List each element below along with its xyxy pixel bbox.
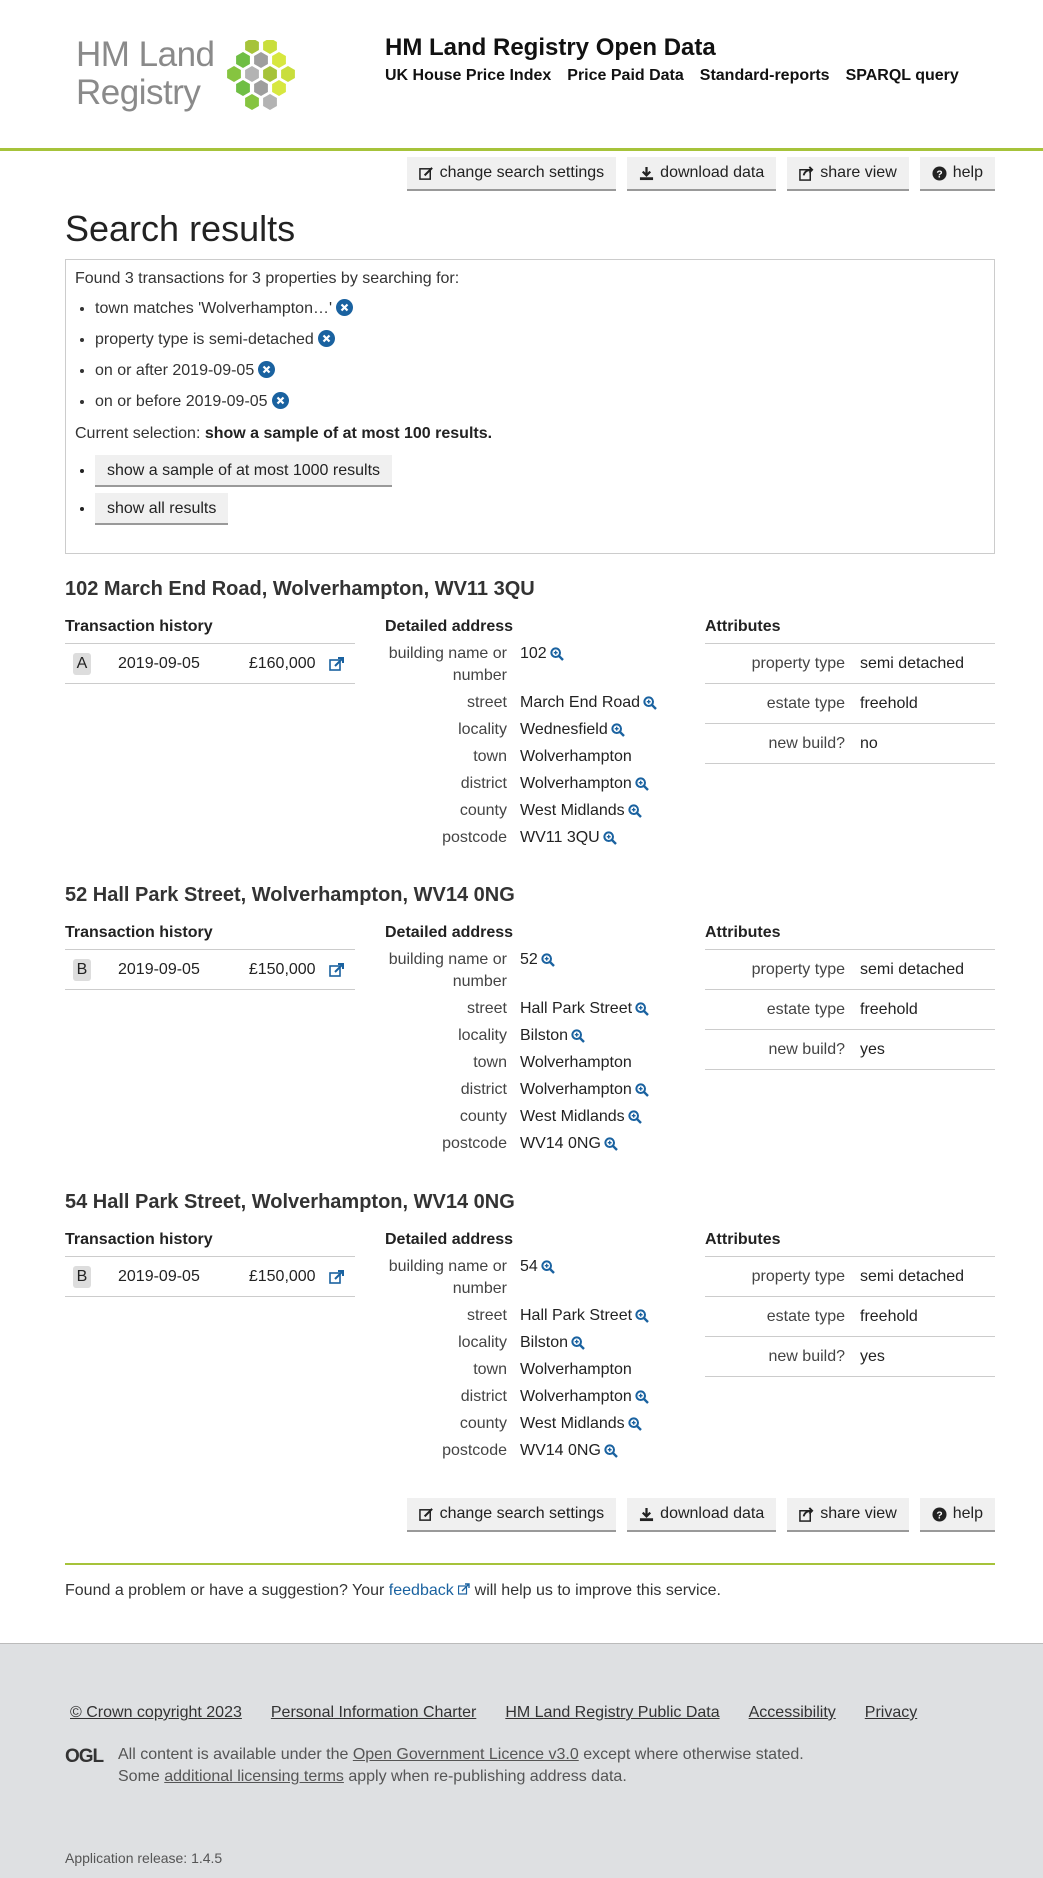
address-label-postcode: postcode bbox=[442, 1135, 507, 1152]
address-row-building bbox=[385, 1256, 685, 1305]
divider bbox=[65, 1563, 995, 1565]
address-value-locality bbox=[520, 1332, 585, 1359]
attributes-heading: Attributes bbox=[705, 924, 781, 941]
address-value-street bbox=[520, 692, 657, 719]
zoom-search-icon[interactable] bbox=[635, 777, 649, 791]
property-heading: 102 March End Road, Wolverhampton, WV11 3QU bbox=[65, 578, 535, 600]
nav-ukhpi[interactable]: UK House Price Index bbox=[385, 67, 552, 84]
additional-licensing-link[interactable]: additional licensing terms bbox=[164, 1768, 344, 1785]
zoom-search-icon[interactable] bbox=[603, 831, 617, 845]
page-title: Search results bbox=[65, 208, 296, 249]
attribute-value: freehold bbox=[860, 1000, 918, 1018]
share-icon bbox=[799, 166, 814, 181]
transaction-history-heading: Transaction history bbox=[65, 924, 213, 941]
address-value-text: Bilston bbox=[520, 1334, 569, 1351]
address-label-street: street bbox=[466, 1307, 507, 1324]
address-row-postcode bbox=[385, 1440, 685, 1467]
attribute-value: freehold bbox=[860, 1307, 918, 1325]
attribute-row-property-type bbox=[705, 950, 995, 990]
address-value-locality bbox=[520, 1025, 585, 1052]
detailed-address-heading: Detailed address bbox=[385, 1231, 514, 1248]
detailed-address bbox=[385, 949, 685, 1160]
logo-hex-cell bbox=[236, 52, 250, 68]
zoom-search-icon[interactable] bbox=[604, 1444, 618, 1458]
property-heading: 54 Hall Park Street, Wolverhampton, WV14 0NG bbox=[65, 1191, 515, 1213]
logo-hex-cell bbox=[245, 94, 259, 110]
transaction-letter: A bbox=[73, 653, 91, 675]
address-value-text: March End Road bbox=[520, 694, 641, 711]
property-card bbox=[65, 884, 995, 1152]
help-button[interactable] bbox=[920, 157, 995, 191]
address-row-building bbox=[385, 643, 685, 692]
address-value-text: West Midlands bbox=[520, 1108, 625, 1125]
address-label-district: district bbox=[460, 1081, 507, 1098]
transaction-price: £160,000 bbox=[248, 654, 316, 672]
detailed-address bbox=[385, 643, 685, 854]
address-row-locality bbox=[385, 1332, 685, 1359]
search-summary bbox=[65, 259, 995, 554]
remove-criterion-icon[interactable] bbox=[318, 330, 335, 347]
address-value-text: WV11 3QU bbox=[520, 829, 600, 846]
feedback-link[interactable] bbox=[389, 1582, 470, 1599]
attribute-label: new build? bbox=[768, 1347, 845, 1365]
nav-standard-reports[interactable]: Standard-reports bbox=[699, 67, 830, 84]
licence-additional-after: apply when re-publishing address data. bbox=[348, 1768, 627, 1785]
remove-criterion-icon[interactable] bbox=[258, 361, 275, 378]
site-title[interactable]: HM Land Registry Open Data bbox=[385, 34, 716, 61]
address-value-postcode bbox=[520, 1440, 618, 1467]
address-value-text: 52 bbox=[520, 951, 538, 968]
address-value-building bbox=[520, 1256, 555, 1305]
transaction-link[interactable] bbox=[329, 1269, 345, 1285]
address-value-town bbox=[520, 1359, 632, 1386]
app-release: Application release: 1.4.5 bbox=[65, 1850, 223, 1866]
transaction-history-heading: Transaction history bbox=[65, 1231, 213, 1248]
site-header bbox=[0, 0, 1043, 151]
edit-icon bbox=[419, 1507, 434, 1522]
address-value-town bbox=[520, 1052, 632, 1079]
remove-criterion-icon[interactable] bbox=[336, 299, 353, 316]
address-value-district bbox=[520, 1386, 649, 1413]
sample-option bbox=[95, 493, 985, 525]
logo-hex-cell bbox=[245, 66, 259, 82]
address-value-text: Hall Park Street bbox=[520, 1000, 633, 1017]
footer-link-accessibility[interactable]: Accessibility bbox=[748, 1704, 836, 1721]
logo-hex-cell bbox=[272, 52, 286, 68]
zoom-search-icon[interactable] bbox=[635, 1390, 649, 1404]
logo-hex-cell bbox=[281, 66, 295, 82]
attribute-label: property type bbox=[751, 960, 845, 978]
transaction-row bbox=[65, 949, 355, 990]
address-value-text: Wolverhampton bbox=[520, 1054, 632, 1071]
logo-hex-cell bbox=[272, 80, 286, 96]
property-heading: 52 Hall Park Street, Wolverhampton, WV14 0NG bbox=[65, 884, 515, 906]
external-link-icon[interactable] bbox=[329, 962, 345, 978]
address-value-text: Hall Park Street bbox=[520, 1307, 633, 1324]
address-row-town bbox=[385, 1052, 685, 1079]
attribute-row-estate-type bbox=[705, 990, 995, 1030]
attributes-table bbox=[705, 949, 995, 1070]
zoom-search-icon[interactable] bbox=[635, 1083, 649, 1097]
address-row-locality bbox=[385, 1025, 685, 1052]
zoom-search-icon[interactable] bbox=[611, 723, 625, 737]
attribute-row-new-build bbox=[705, 724, 995, 764]
remove-criterion-icon[interactable] bbox=[272, 392, 289, 409]
address-value-postcode bbox=[520, 827, 617, 854]
transaction-date: 2019-09-05 bbox=[118, 960, 200, 978]
address-row-street bbox=[385, 1305, 685, 1332]
attribute-row-new-build bbox=[705, 1030, 995, 1070]
attribute-row-estate-type bbox=[705, 1297, 995, 1337]
logo-hex-cell bbox=[254, 52, 268, 68]
address-value-text: WV14 0NG bbox=[520, 1135, 601, 1152]
criteria-item bbox=[95, 298, 985, 329]
logo-hex-cell bbox=[263, 94, 277, 110]
attribute-row-property-type bbox=[705, 1257, 995, 1297]
zoom-search-icon[interactable] bbox=[550, 647, 564, 661]
attribute-label: estate type bbox=[766, 694, 845, 712]
bottom-toolbar bbox=[407, 1498, 995, 1532]
detailed-address-heading: Detailed address bbox=[385, 618, 514, 635]
zoom-search-icon[interactable] bbox=[541, 1260, 555, 1274]
address-label-building: building name or number bbox=[388, 1258, 507, 1297]
address-value-postcode bbox=[520, 1133, 618, 1160]
external-link-icon[interactable] bbox=[329, 656, 345, 672]
attributes-table bbox=[705, 643, 995, 764]
address-value-text: WV14 0NG bbox=[520, 1442, 601, 1459]
address-row-town bbox=[385, 746, 685, 773]
transaction-date: 2019-09-05 bbox=[118, 1267, 200, 1285]
logo-line1: HM Land bbox=[76, 35, 215, 74]
svg-text:?: ? bbox=[936, 1509, 943, 1521]
feedback-before: Found a problem or have a suggestion? Your bbox=[65, 1582, 385, 1599]
address-row-district bbox=[385, 1386, 685, 1413]
attribute-value: freehold bbox=[860, 694, 918, 712]
feedback-after: will help us to improve this service. bbox=[474, 1582, 721, 1599]
zoom-search-icon[interactable] bbox=[628, 1110, 642, 1124]
address-value-text: Wolverhampton bbox=[520, 1388, 632, 1405]
address-label-locality: locality bbox=[458, 721, 507, 738]
criteria-item bbox=[95, 329, 985, 360]
change-search-settings-label: change search settings bbox=[439, 1505, 605, 1522]
zoom-search-icon[interactable] bbox=[541, 953, 555, 967]
criteria-item bbox=[95, 391, 985, 422]
logo-hex-cell bbox=[263, 66, 277, 82]
criteria-text: on or before 2019-09-05 bbox=[95, 393, 268, 410]
address-label-postcode: postcode bbox=[442, 829, 507, 846]
address-value-building bbox=[520, 643, 564, 692]
logo-hex-cell bbox=[263, 40, 277, 54]
zoom-search-icon[interactable] bbox=[635, 1002, 649, 1016]
address-label-county: county bbox=[459, 1108, 507, 1125]
attribute-value: semi detached bbox=[860, 1267, 965, 1285]
address-value-text: Wolverhampton bbox=[520, 1081, 632, 1098]
address-value-text: 54 bbox=[520, 1258, 538, 1275]
transaction-history-heading: Transaction history bbox=[65, 618, 213, 635]
detailed-address-heading: Detailed address bbox=[385, 924, 514, 941]
sample-1000-button[interactable]: show a sample of at most 1000 results bbox=[95, 455, 392, 487]
address-value-street bbox=[520, 998, 649, 1025]
address-label-district: district bbox=[460, 1388, 507, 1405]
criteria-item bbox=[95, 360, 985, 391]
address-value-text: Wolverhampton bbox=[520, 748, 632, 765]
address-value-county bbox=[520, 800, 642, 827]
current-selection-label: Current selection: bbox=[75, 425, 201, 442]
address-value-text: Wednesfield bbox=[520, 721, 608, 738]
zoom-search-icon[interactable] bbox=[635, 1309, 649, 1323]
licence-after: except where otherwise stated. bbox=[583, 1746, 804, 1763]
address-value-text: Wolverhampton bbox=[520, 775, 632, 792]
zoom-search-icon[interactable] bbox=[571, 1029, 585, 1043]
address-row-county bbox=[385, 800, 685, 827]
address-row-postcode bbox=[385, 827, 685, 854]
transaction-link[interactable] bbox=[329, 962, 345, 978]
svg-text:?: ? bbox=[936, 168, 943, 180]
address-label-town: town bbox=[473, 748, 507, 765]
address-label-building: building name or number bbox=[388, 645, 507, 684]
zoom-search-icon[interactable] bbox=[628, 1417, 642, 1431]
share-icon bbox=[799, 1507, 814, 1522]
address-row-county bbox=[385, 1106, 685, 1133]
attributes-heading: Attributes bbox=[705, 1231, 781, 1248]
address-row-county bbox=[385, 1413, 685, 1440]
attribute-row-new-build bbox=[705, 1337, 995, 1377]
download-data-label: download data bbox=[660, 1505, 765, 1522]
transaction-row bbox=[65, 1256, 355, 1297]
attribute-label: estate type bbox=[766, 1000, 845, 1018]
feedback-link-label: feedback bbox=[388, 1582, 454, 1599]
criteria-text: town matches 'Wolverhampton…' bbox=[95, 300, 333, 317]
address-row-locality bbox=[385, 719, 685, 746]
external-link-icon bbox=[458, 1583, 470, 1595]
logo-hex-icon bbox=[226, 40, 306, 116]
current-selection bbox=[75, 425, 985, 443]
property-card bbox=[65, 578, 995, 846]
address-label-county: county bbox=[459, 802, 507, 819]
attribute-label: new build? bbox=[768, 1040, 845, 1058]
zoom-search-icon[interactable] bbox=[571, 1336, 585, 1350]
transaction-price: £150,000 bbox=[248, 960, 316, 978]
address-row-street bbox=[385, 692, 685, 719]
zoom-search-icon[interactable] bbox=[628, 804, 642, 818]
address-row-district bbox=[385, 773, 685, 800]
help-label: help bbox=[952, 164, 983, 181]
address-label-locality: locality bbox=[458, 1027, 507, 1044]
attribute-label: property type bbox=[751, 1267, 845, 1285]
download-data-button[interactable] bbox=[627, 157, 776, 191]
address-value-building bbox=[520, 949, 555, 998]
download-icon bbox=[639, 166, 654, 181]
address-value-district bbox=[520, 773, 649, 800]
address-row-postcode bbox=[385, 1133, 685, 1160]
share-view-label: share view bbox=[820, 164, 897, 181]
ogl-logo: OGL bbox=[65, 1746, 104, 1767]
help-icon bbox=[932, 1507, 947, 1522]
change-search-settings-button[interactable] bbox=[407, 157, 617, 191]
address-row-district bbox=[385, 1079, 685, 1106]
address-value-text: West Midlands bbox=[520, 1415, 625, 1432]
footer-link-public-data[interactable]: HM Land Registry Public Data bbox=[505, 1704, 720, 1721]
transaction-letter: B bbox=[73, 959, 91, 981]
detailed-address bbox=[385, 1256, 685, 1467]
attribute-value: semi detached bbox=[860, 654, 965, 672]
zoom-search-icon[interactable] bbox=[604, 1137, 618, 1151]
address-row-street bbox=[385, 998, 685, 1025]
change-search-settings-button[interactable] bbox=[407, 1498, 617, 1532]
attributes-heading: Attributes bbox=[705, 618, 781, 635]
address-value-text: Wolverhampton bbox=[520, 1361, 632, 1378]
address-label-building: building name or number bbox=[388, 951, 507, 990]
attribute-row-property-type bbox=[705, 644, 995, 684]
help-label: help bbox=[952, 1505, 983, 1522]
footer-link-privacy[interactable]: Privacy bbox=[864, 1704, 918, 1721]
transaction-link[interactable] bbox=[329, 656, 345, 672]
attribute-value: yes bbox=[860, 1040, 885, 1058]
licence-text bbox=[118, 1744, 804, 1788]
share-view-button[interactable] bbox=[787, 1498, 908, 1532]
feedback-message bbox=[65, 1582, 721, 1600]
property-card bbox=[65, 1191, 995, 1459]
sample-option bbox=[95, 455, 985, 487]
address-value-text: West Midlands bbox=[520, 802, 625, 819]
logo-hex-cell bbox=[254, 80, 268, 96]
site-nav bbox=[385, 67, 959, 85]
address-row-building bbox=[385, 949, 685, 998]
address-label-street: street bbox=[466, 694, 507, 711]
address-label-town: town bbox=[473, 1054, 507, 1071]
external-link-icon[interactable] bbox=[329, 1269, 345, 1285]
transaction-date: 2019-09-05 bbox=[118, 654, 200, 672]
help-button[interactable] bbox=[920, 1498, 995, 1532]
attribute-value: no bbox=[860, 734, 878, 752]
footer-link-copyright[interactable]: © Crown copyright 2023 bbox=[70, 1704, 242, 1721]
address-value-street bbox=[520, 1305, 649, 1332]
logo-hex-cell bbox=[236, 80, 250, 96]
criteria-text: property type is semi-detached bbox=[95, 331, 314, 348]
criteria-list bbox=[95, 298, 985, 422]
logo-wordmark[interactable] bbox=[76, 36, 215, 112]
address-value-text: 102 bbox=[520, 645, 547, 662]
attribute-value: yes bbox=[860, 1347, 885, 1365]
address-label-street: street bbox=[466, 1000, 507, 1017]
download-data-button[interactable] bbox=[627, 1498, 776, 1532]
footer-link-personal-info[interactable]: Personal Information Charter bbox=[270, 1704, 477, 1721]
share-view-label: share view bbox=[820, 1505, 897, 1522]
download-icon bbox=[639, 1507, 654, 1522]
address-label-county: county bbox=[459, 1415, 507, 1432]
logo-hex-cell bbox=[227, 66, 241, 82]
footer-links bbox=[70, 1704, 917, 1722]
found-summary: Found 3 transactions for 3 properties by searching for: bbox=[75, 270, 460, 287]
current-selection-value: show a sample of at most 100 results. bbox=[204, 425, 493, 442]
address-value-town bbox=[520, 746, 632, 773]
address-label-locality: locality bbox=[458, 1334, 507, 1351]
transaction-price: £150,000 bbox=[248, 1267, 316, 1285]
sample-options bbox=[95, 455, 985, 525]
nav-sparql[interactable]: SPARQL query bbox=[845, 67, 959, 84]
attribute-label: estate type bbox=[766, 1307, 845, 1325]
address-value-county bbox=[520, 1413, 642, 1440]
address-label-district: district bbox=[460, 775, 507, 792]
address-label-town: town bbox=[473, 1361, 507, 1378]
attribute-label: new build? bbox=[768, 734, 845, 752]
address-value-county bbox=[520, 1106, 642, 1133]
address-value-district bbox=[520, 1079, 649, 1106]
licence-before: All content is available under the bbox=[118, 1746, 349, 1763]
change-search-settings-label: change search settings bbox=[439, 164, 605, 181]
nav-price-paid[interactable]: Price Paid Data bbox=[567, 67, 684, 84]
address-value-text: Bilston bbox=[520, 1027, 569, 1044]
show-all-results-button[interactable]: show all results bbox=[95, 493, 228, 525]
attributes-table bbox=[705, 1256, 995, 1377]
attribute-value: semi detached bbox=[860, 960, 965, 978]
transaction-row bbox=[65, 643, 355, 684]
address-row-town bbox=[385, 1359, 685, 1386]
attribute-row-estate-type bbox=[705, 684, 995, 724]
address-label-postcode: postcode bbox=[442, 1442, 507, 1459]
zoom-search-icon[interactable] bbox=[643, 696, 657, 710]
attribute-label: property type bbox=[751, 654, 845, 672]
licence-some: Some bbox=[118, 1768, 160, 1785]
share-view-button[interactable] bbox=[787, 157, 908, 191]
download-data-label: download data bbox=[660, 164, 765, 181]
criteria-text: on or after 2019-09-05 bbox=[95, 362, 255, 379]
logo-line2: Registry bbox=[76, 73, 201, 112]
logo-hex-cell bbox=[245, 40, 259, 54]
ogl-licence-link[interactable]: Open Government Licence v3.0 bbox=[352, 1746, 579, 1763]
edit-icon bbox=[419, 166, 434, 181]
address-value-locality bbox=[520, 719, 625, 746]
site-footer bbox=[0, 1643, 1043, 1878]
transaction-letter: B bbox=[73, 1266, 91, 1288]
help-icon bbox=[932, 166, 947, 181]
top-toolbar bbox=[407, 157, 995, 191]
